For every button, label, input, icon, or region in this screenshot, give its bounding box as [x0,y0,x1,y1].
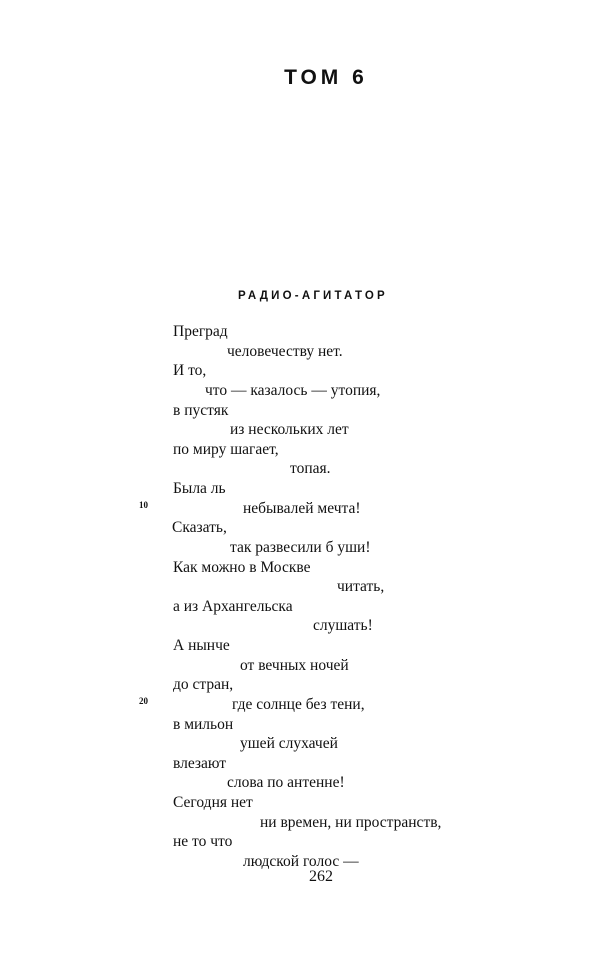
poem-line: человечеству нет. [227,343,343,360]
poem-line: ни времен, ни пространств, [260,814,442,831]
poem-line: А нынче [173,637,230,654]
poem-line: людской голос — [243,853,359,870]
poem-line: влезают [173,755,227,772]
poem-line: небывалей мечта! [243,500,361,517]
poem-line: так развесили б уши! [230,539,371,556]
poem-line: слова по антенне! [227,774,345,791]
poem-line: от вечных ночей [240,657,349,674]
poem-line: из нескольких лет [230,421,349,438]
poem-line: слушать! [313,617,373,634]
poem-line: топая. [290,460,331,477]
line-number: 10 [139,500,148,510]
poem-line: Сегодня нет [173,794,253,811]
poem-line: в мильон [173,716,234,733]
poem-title: РАДИО-АГИТАТОР [238,290,388,302]
poem-line: в пустяк [173,402,229,419]
poem-line: где солнце без тени, [232,696,365,713]
line-number: 20 [139,696,148,706]
poem-line: читать, [337,578,385,595]
poem-line: что — казалось — утопия, [205,382,381,399]
poem-line: до стран, [173,676,234,693]
page-number: 262 [309,868,333,885]
poem-line: ушей слухачей [240,735,338,752]
poem-line: Была ль [173,480,226,497]
poem-line: Сказать, [172,519,227,536]
poem-line: а из Архангельска [173,598,293,615]
poem-line: по миру шагает, [173,441,279,458]
volume-heading: ТОМ 6 [284,66,368,89]
poem-line: Как можно в Москве [173,559,311,576]
poem-line: не то что [173,833,233,850]
poem-line: И то, [173,362,207,379]
poem-line: Преград [173,323,228,340]
